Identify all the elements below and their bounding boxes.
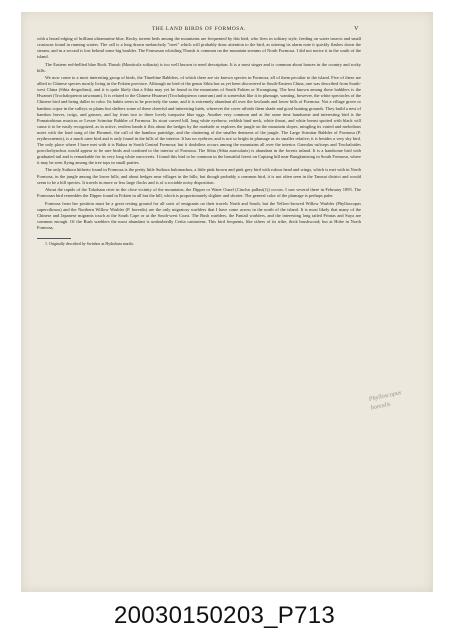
image-caption: 20030150203_P713 xyxy=(113,602,336,629)
paragraph: We now come to a most interesting group of birds, the Timeliine Babblers, of which there are six known species in Formosa, all of them peculiar to the island. Five of these are allied to Chinese species mostly living in the Fokien province. Although no bird of the genus Sibia has as yet been discovered in South-Eastern China, one was described from South-west China (Sibia desgodinsi), and it is quite likely that a Sibia may yet be found in the mountains of South Fokien or Kwangtung. The best known among these babblers is the Hwamei (Trochalopteron taiwanum). It is related to the Chinese Hwamei (Trochalopteron canorum) and is somewhat like it in plumage, wanting, however, the white spectacles of the Chinese bird and being duller in color. Its habits seem to be precisely the same, and it is extremely abundant all over the lowlands and lower hills of Formosa. Not a village grove or bamboo copse in the valleys or plains but shelters some of these cheerful and interesting birds, wherever the cover affords them shade and good hunting grounds. They build a nest of bamboo leaves, twigs, and grasses, and lay from two to three lovely turquoise blue eggs. Another very common and at the same time handsome and interesting bird is the Pomatorhinus musicus or Lesser Scimitar Babbler of Formosa. Its stout curved bill, long white eyebrow, reddish hind neck, white throat, and white breast spotted with black will cause it to be easily recognized, as in active, restless bands it flits about the hedges by the roadside or explores the jungle on the mountain slopes, mingling its varied and melodious notes with the loud song of the Hwamei, the call of the bamboo partridge, and the chattering of the smaller denizens of the jungle. The Large Scimitar Babbler of Formosa (P. erythrocnemis), is a much rarer bird and is only found in the hills of the interior. It has no eyebrow and is not so bright in plumage as its smaller relative; it is besides a very shy bird. The only place where I have met with it is Bakoa in South Central Formosa; but it doubtless occurs among the mountains all over the interior. Garrulax ruficeps and Trochaloides poecilorhynchus would appear to be rare birds and confined to the interior of Formosa. The Sibia (Sibia auricularis) is abundant in the forests inland. It is a handsome bird with graduated tail and is remarkable for its very long white earcoverts. I found this bird to be common in the beautiful forest on Capiang hill near Bungkimtsing in South Formosa, where it may be seen flying among the tree tops in small parties. xyxy=(37,75,361,165)
paragraph: Formosa from her position must be a great resting ground for all sorts of emigrants on their travels North and South, but the Yellow-browed Willow Warbler (Phylloscopus superciliosus) and the Northern Willow Warbler (P. borealis) are the only migratory warblers that I have come across in the north of the island. It is most likely that many of the Chinese and Japanese migrants touch at the South Cape or at the South-west Coast. The Bush warblers, the Fantail warblers, and the interesting long tailed Prinias and Suya are common enough. Of the Bush warblers the most abundant is undoubtedly Cettia canturiens. This bird frequents, like others of its tribe, thick brushwood; but at Hobe in North Formosa, xyxy=(37,200,361,230)
footnote: 1. Originally described by Swinhoe as Hydrobata marila. xyxy=(45,241,134,246)
page-number: V xyxy=(354,26,359,32)
paragraph: with a broad edging of brilliant ultramarine blue. Rocky torrent beds among the mountains are frequented by this bird, who lives in solitary style, feeding on water insects and small crustacea found in running waters. The call is a long drawn melancholy "tseet" which will probably draw attention to the bird, as uttering its alarm note it quickly flashes down the stream, and in a second is lost behind some big boulder. The Formosan whistling Thrush is common on the mountain streams of North Formosa. I did not notice it in the south of the island. xyxy=(37,36,361,60)
marginalia-line: Phylloscopus xyxy=(368,389,402,403)
running-head-title: THE LAND BIRDS OF FORMOSA. xyxy=(151,26,247,32)
footnote-rule xyxy=(37,238,71,239)
paragraph: The only Suthora hitherto found in Formosa is the pretty little Suthora bulomachus, a little pink brown and pink grey bird with rufous head and wings, which is met with in North Formosa, in the jungle among the lower hills, and about hedges near villages in the hills; but though probably a common bird, it is not often seen in the Tamsui district and would seem to be a hill species. It travels in more or less large flocks and is of a sociable noisy disposition. xyxy=(37,167,361,185)
paragraph: The Eastern red-bellied blue Rock Thrush (Monticola solitaria) is too well known to need description. It is a most singer and is common about houses in the country and rocky hills. xyxy=(37,61,361,73)
page-body xyxy=(37,36,361,231)
marginalia-line: borealis xyxy=(370,400,392,412)
running-head xyxy=(37,22,361,36)
book-page xyxy=(37,22,361,572)
paragraph: About the rapids of the Tokoham river in the close vicinity of the mountains, the Dipper or Water Ouzel (Cinclus pallasi(1)) occurs. I saw several there in February 1895. The Formosan bird resembles the Dipper found in Fokien in all but the bill, which is proportionately slighter and shorter. The general color of the plumage is perhaps paler. xyxy=(37,187,361,199)
